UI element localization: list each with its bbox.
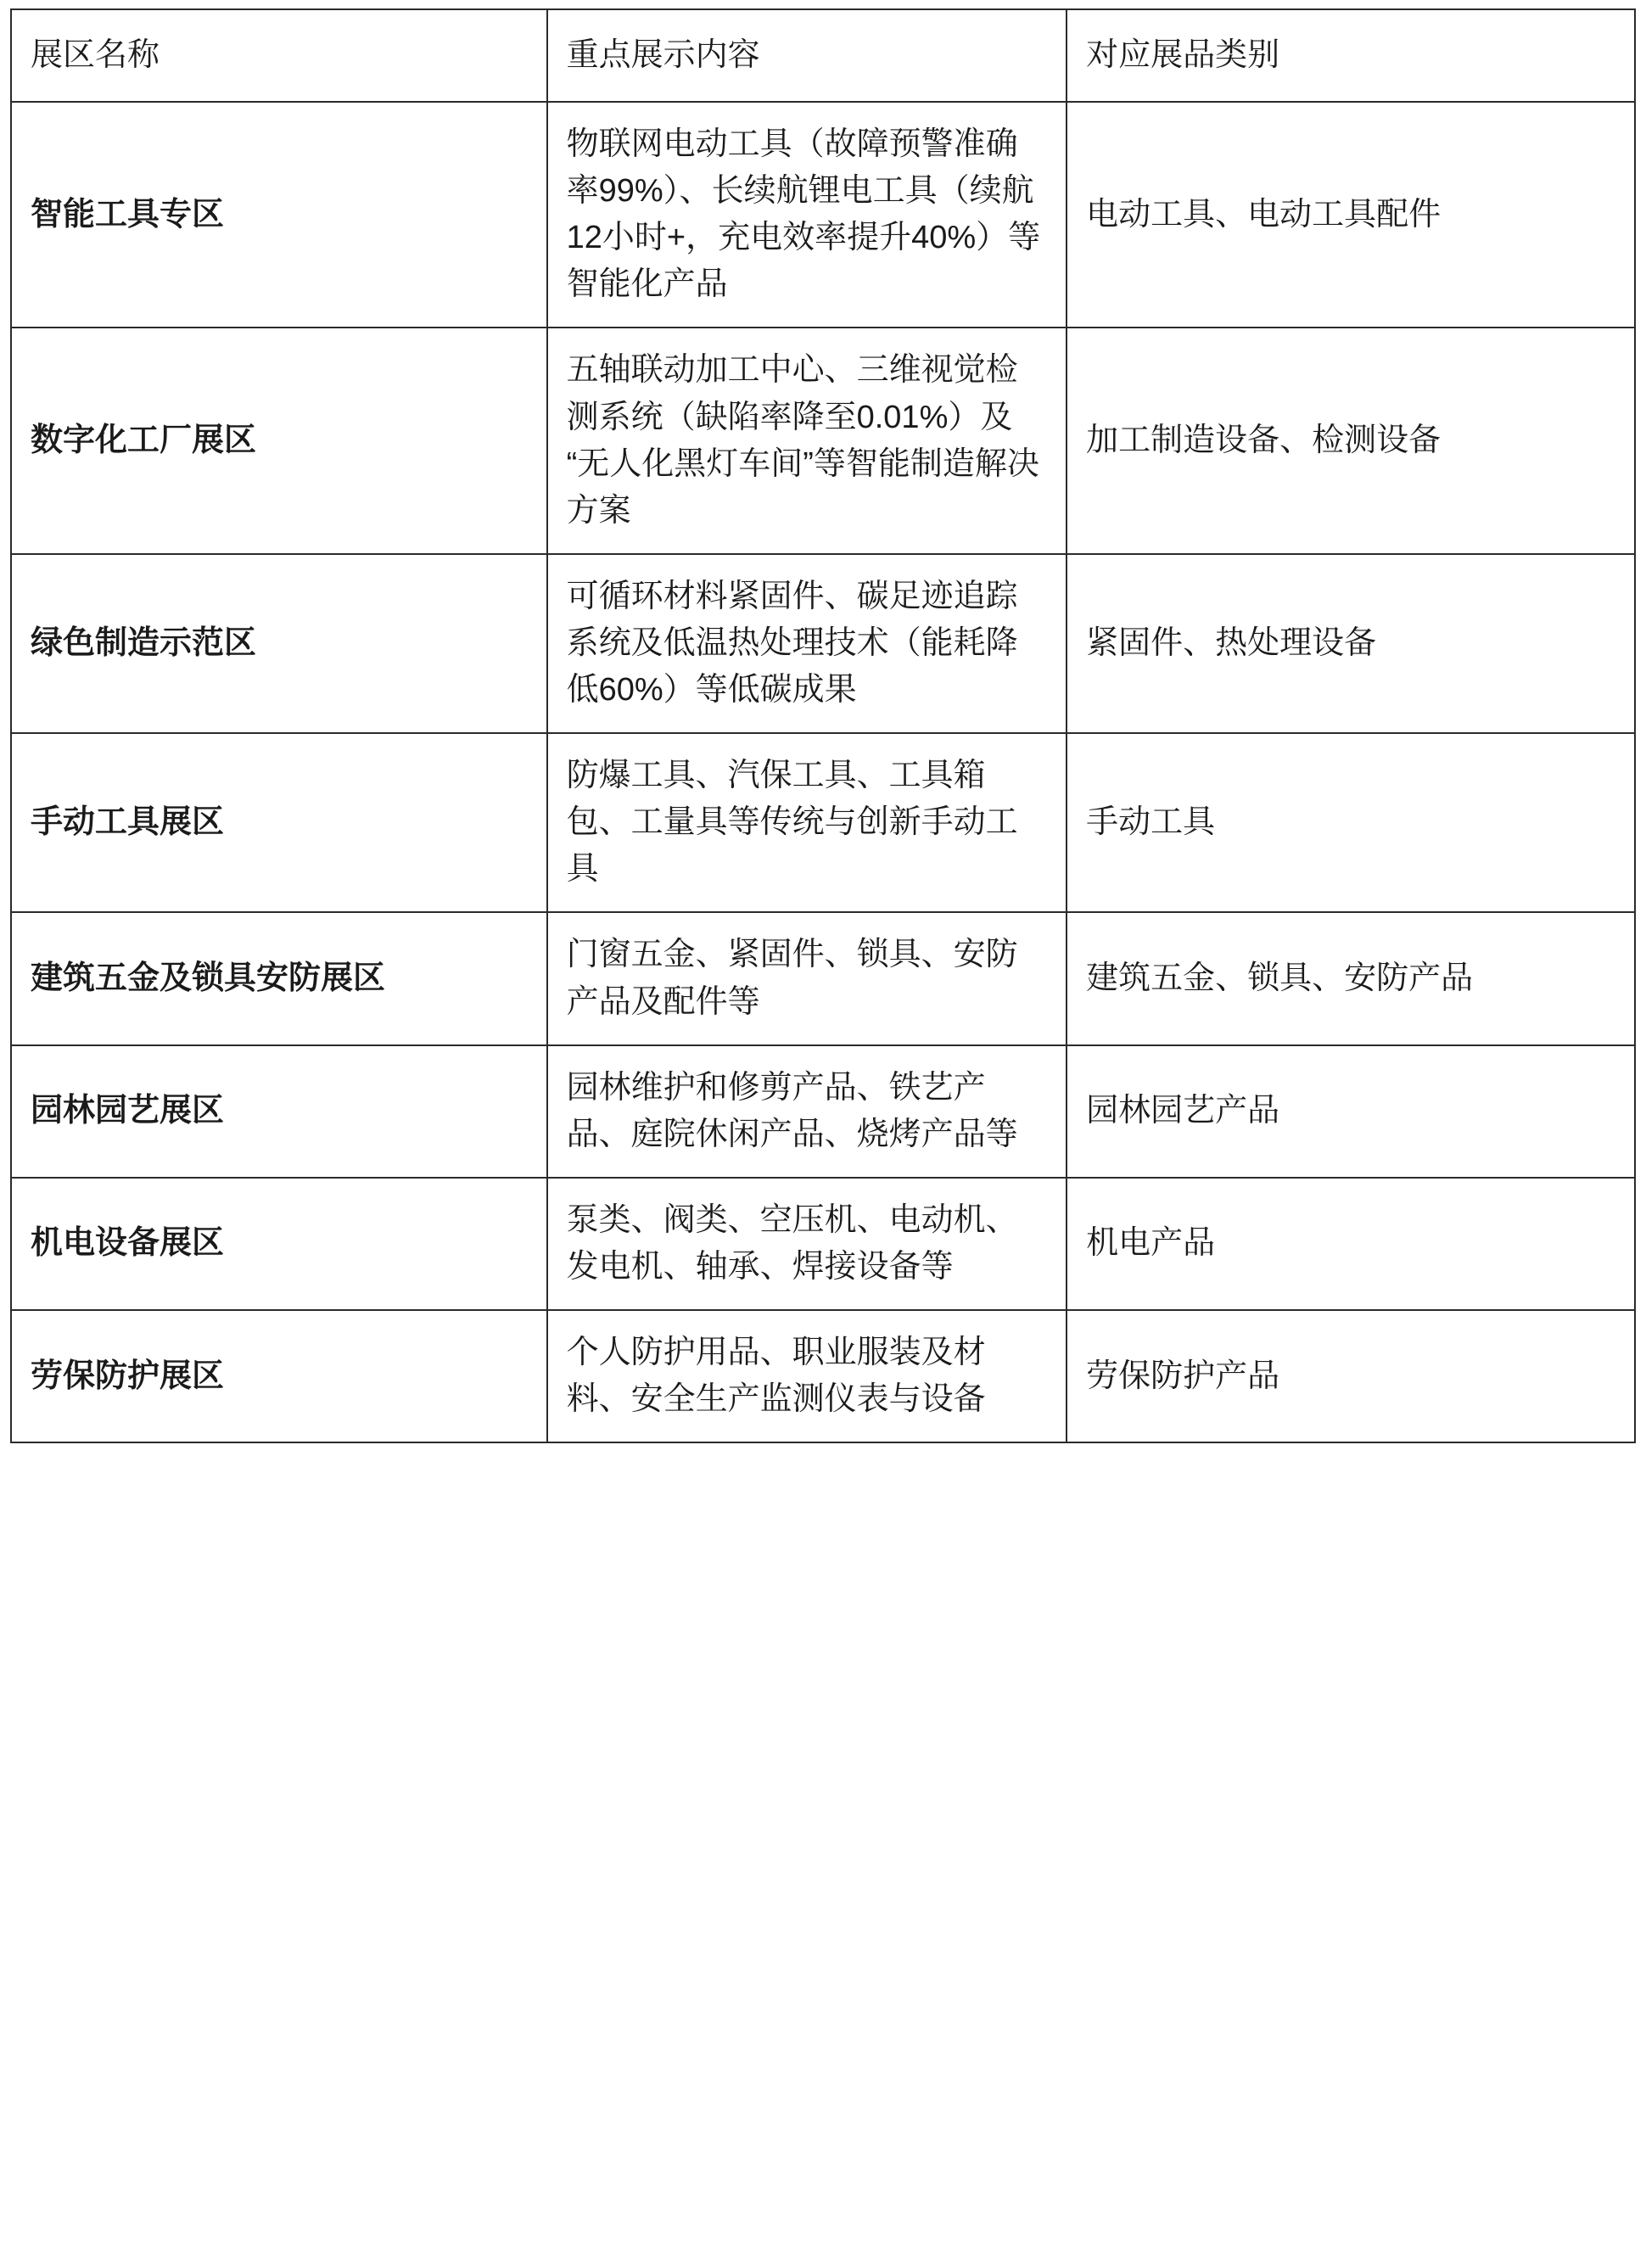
cell-focus-content: 五轴联动加工中心、三维视觉检测系统（缺陷率降至0.01%）及“无人化黑灯车间”等智能制造解决方案: [547, 328, 1067, 553]
cell-zone-name: 数字化工厂展区: [11, 328, 547, 553]
column-header-exhibit-category: 对应展品类别: [1067, 9, 1635, 102]
table-row: [11, 102, 1635, 328]
cell-exhibit-category: 加工制造设备、检测设备: [1067, 328, 1635, 553]
table-header-row: [11, 9, 1635, 102]
table-row: [11, 1045, 1635, 1178]
table-row: [11, 554, 1635, 733]
cell-zone-name: 劳保防护展区: [11, 1310, 547, 1442]
cell-zone-name: 园林园艺展区: [11, 1045, 547, 1178]
cell-focus-content: 园林维护和修剪产品、铁艺产品、庭院休闲产品、烧烤产品等: [547, 1045, 1067, 1178]
cell-exhibit-category: 紧固件、热处理设备: [1067, 554, 1635, 733]
cell-exhibit-category: 机电产品: [1067, 1178, 1635, 1310]
cell-focus-content: 个人防护用品、职业服装及材料、安全生产监测仪表与设备: [547, 1310, 1067, 1442]
cell-zone-name: 手动工具展区: [11, 733, 547, 912]
cell-zone-name: 绿色制造示范区: [11, 554, 547, 733]
cell-focus-content: 防爆工具、汽保工具、工具箱包、工量具等传统与创新手动工具: [547, 733, 1067, 912]
table-row: [11, 733, 1635, 912]
cell-zone-name: 建筑五金及锁具安防展区: [11, 912, 547, 1044]
cell-zone-name: 智能工具专区: [11, 102, 547, 328]
table-row: [11, 1310, 1635, 1442]
cell-exhibit-category: 建筑五金、锁具、安防产品: [1067, 912, 1635, 1044]
column-header-focus-content: 重点展示内容: [547, 9, 1067, 102]
cell-zone-name: 机电设备展区: [11, 1178, 547, 1310]
cell-focus-content: 可循环材料紧固件、碳足迹追踪系统及低温热处理技术（能耗降低60%）等低碳成果: [547, 554, 1067, 733]
cell-exhibit-category: 劳保防护产品: [1067, 1310, 1635, 1442]
table-row: [11, 328, 1635, 553]
cell-exhibit-category: 园林园艺产品: [1067, 1045, 1635, 1178]
cell-focus-content: 泵类、阀类、空压机、电动机、发电机、轴承、焊接设备等: [547, 1178, 1067, 1310]
table-row: [11, 1178, 1635, 1310]
table-header: [11, 9, 1635, 102]
column-header-zone-name: 展区名称: [11, 9, 547, 102]
table-row: [11, 912, 1635, 1044]
exhibition-zones-table: [10, 8, 1636, 1443]
cell-exhibit-category: 电动工具、电动工具配件: [1067, 102, 1635, 328]
table-body: [11, 102, 1635, 1442]
cell-exhibit-category: 手动工具: [1067, 733, 1635, 912]
cell-focus-content: 物联网电动工具（故障预警准确率99%）、长续航锂电工具（续航12小时+，充电效率提升40%）等智能化产品: [547, 102, 1067, 328]
cell-focus-content: 门窗五金、紧固件、锁具、安防产品及配件等: [547, 912, 1067, 1044]
